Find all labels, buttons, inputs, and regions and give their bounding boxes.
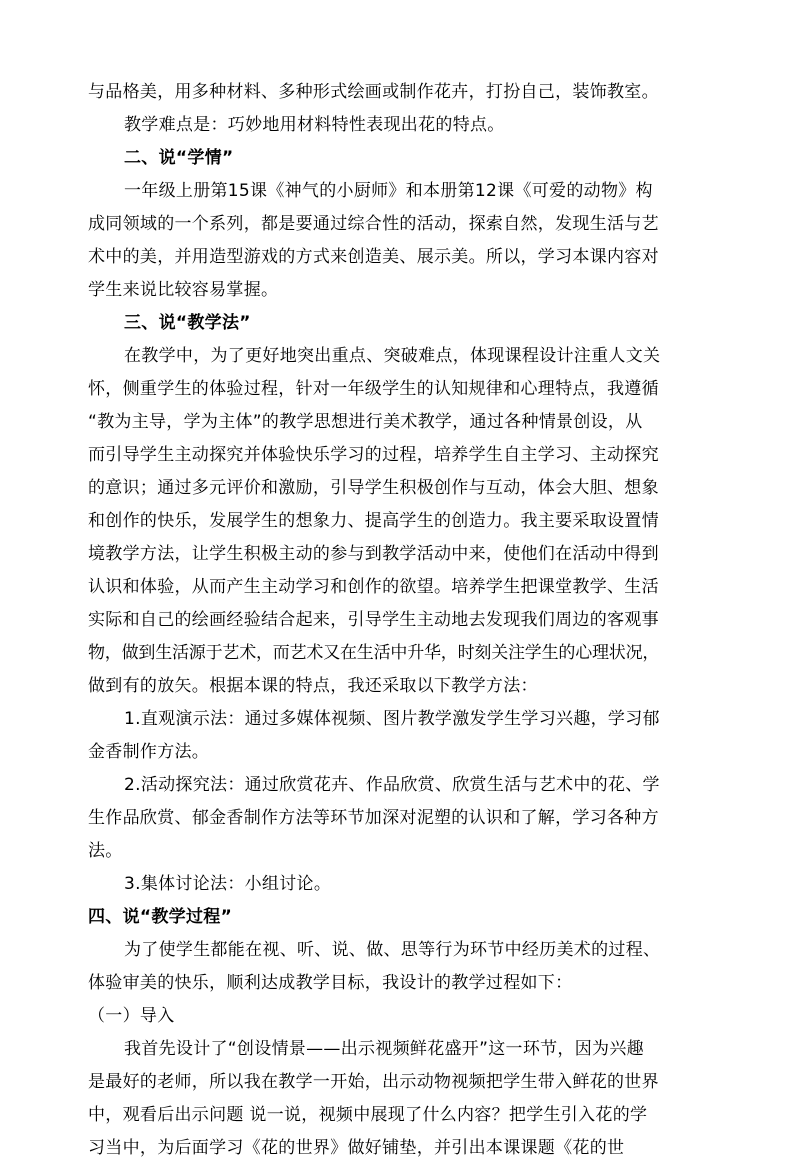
text-line: 物，做到生活源于艺术，而艺术又在生活中升华，时刻关注学生的心理状况，: [88, 643, 660, 663]
text-line: 在教学中，为了更好地突出重点、突破难点，体现课程设计注重人文关: [124, 346, 661, 366]
section-heading: 二、说“学情”: [124, 148, 234, 168]
list-item-activity-method: 2.活动探究法：通过欣赏花卉、作品欣赏、欣赏生活与艺术中的花、学: [124, 775, 660, 795]
text-line: 境教学方法，让学生积极主动的参与到教学活动中来，使他们在活动中得到: [88, 544, 659, 564]
text-line: 和创作的快乐，发展学生的想象力、提高学生的创造力。我主要采取设置情: [88, 511, 659, 531]
text-line: 一年级上册第15课《神气的小厨师》和本册第12课《可爱的动物》构: [124, 181, 653, 201]
text-line: 怀，侧重学生的体验过程，针对一年级学生的认知规律和心理特点，我遵循: [88, 379, 659, 399]
text-line: 成同领域的一个系列，都是要通过综合性的活动，探索自然，发现生活与艺: [88, 214, 659, 234]
text-line: 体验审美的快乐，顺利达成教学目标，我设计的教学过程如下：: [88, 973, 573, 993]
text-line: 教学难点是：巧妙地用材料特性表现出花的特点。: [124, 115, 505, 135]
list-item-demo-method: 1.直观演示法：通过多媒体视频、图片教学激发学生学习兴趣，学习郁: [124, 709, 660, 729]
text-line: 做到有的放矢。根据本课的特点，我还采取以下教学方法：: [88, 676, 538, 696]
text-line: 是最好的老师，所以我在教学一开始，出示动物视频把学生带入鲜花的世界: [88, 1072, 659, 1092]
document-page: [88, 76, 710, 1165]
text-line: 实际和自己的绘画经验结合起来，引导学生主动地去发现我们周边的客观事: [88, 610, 659, 630]
section-heading: 三、说“教学法”: [124, 313, 251, 333]
text-line: 术中的美，并用造型游戏的方式来创造美、展示美。所以，学习本课内容对: [88, 247, 659, 267]
text-line: 的意识；通过多元评价和激励，引导学生积极创作与互动，体会大胆、想象: [88, 478, 659, 498]
text-line: 与品格美，用多种材料、多种形式绘画或制作花卉，打扮自己，装饰教室。: [88, 82, 659, 102]
text-line: 认识和体验，从而产生主动学习和创作的欲望。培养学生把课堂教学、生活: [88, 577, 659, 597]
text-line: 为了使学生都能在视、听、说、做、思等行为环节中经历美术的过程、: [124, 940, 661, 960]
text-line: 而引导学生主动探究并体验快乐学习的过程，培养学生自主学习、主动探究: [88, 445, 659, 465]
text-line: 金香制作方法。: [88, 742, 210, 762]
list-item-discussion-method: 3.集体讨论法：小组讨论。: [124, 874, 332, 894]
subsection-heading: （一）导入: [88, 1006, 175, 1026]
text-line: 习当中，为后面学习《花的世界》做好铺垫，并引出本课课题《花的世: [88, 1138, 625, 1158]
text-line: 中，观看后出示问题 说一说，视频中展现了什么内容？把学生引入花的学: [88, 1105, 648, 1125]
text-line: 我首先设计了“创设情景——出示视频鲜花盛开”这一环节，因为兴趣: [124, 1039, 644, 1059]
text-line: “教为主导，学为主体”的教学思想进行美术教学，通过各种情景创设，从: [88, 412, 643, 432]
text-line: 生作品欣赏、郁金香制作方法等环节加深对泥塑的认识和了解，学习各种方: [88, 808, 659, 828]
text-line: 学生来说比较容易掌握。: [88, 280, 279, 300]
text-line: 法。: [88, 841, 123, 861]
section-heading: 四、说“教学过程”: [88, 907, 233, 927]
